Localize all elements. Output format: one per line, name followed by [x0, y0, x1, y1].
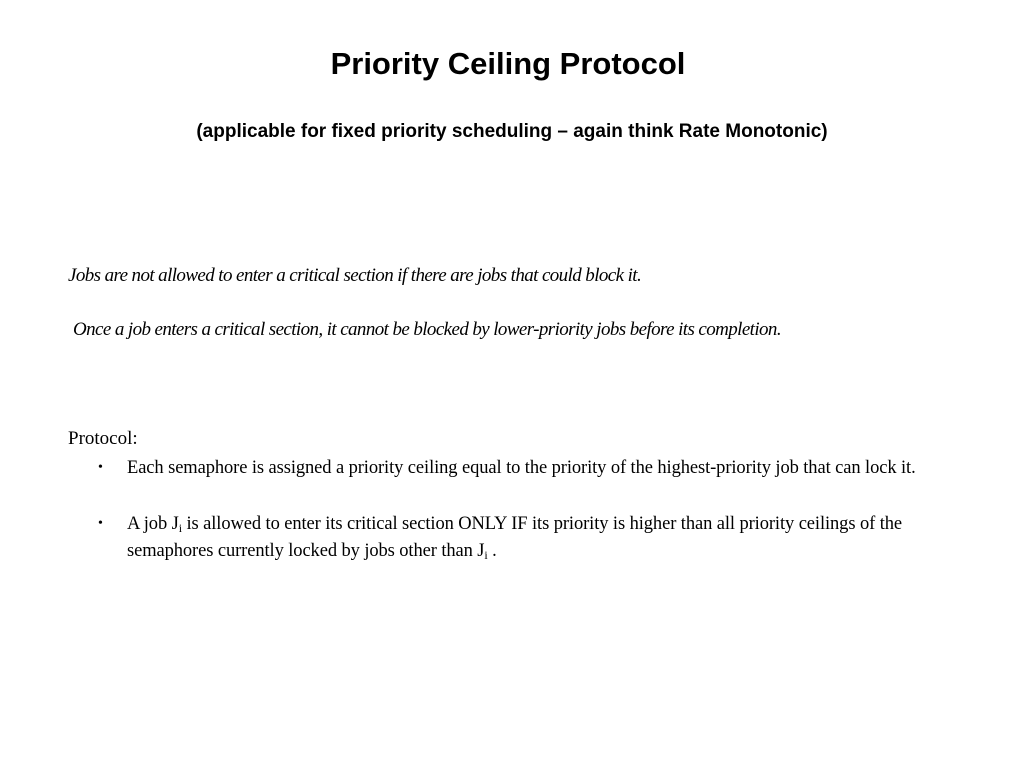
job-subscript: i — [484, 548, 488, 562]
protocol-bullet-entry-condition — [96, 511, 916, 565]
bullet-text-part-c: . — [487, 541, 497, 561]
bullet-text: Each semaphore is assigned a priority ceiling equal to the priority of the highest-priority job that can lock it. — [127, 458, 916, 478]
bullet-dot-icon: • — [98, 516, 103, 531]
statement-no-lower-priority-block: Once a job enters a critical section, it cannot be blocked by lower-priority jobs before its completion. — [73, 319, 781, 340]
protocol-heading: Protocol: — [68, 428, 138, 449]
slide-subtitle: (applicable for fixed priority scheduling – again think Rate Monotonic) — [196, 121, 828, 142]
job-subscript: i — [178, 521, 182, 535]
slide-title: Priority Ceiling Protocol — [330, 46, 686, 81]
bullet-dot-icon: • — [98, 460, 103, 475]
protocol-bullet-list — [96, 455, 916, 565]
statement-blocking-rule: Jobs are not allowed to enter a critical section if there are jobs that could block it. — [68, 265, 642, 286]
bullet-text-part-a: A job J — [127, 514, 179, 534]
protocol-bullet-semaphore-ceiling — [96, 455, 916, 482]
bullet-text-part-b: is allowed to enter its critical section ONLY IF its priority is higher than all priority ceilings of the semaphores currently locked by jobs other than J — [127, 514, 902, 561]
